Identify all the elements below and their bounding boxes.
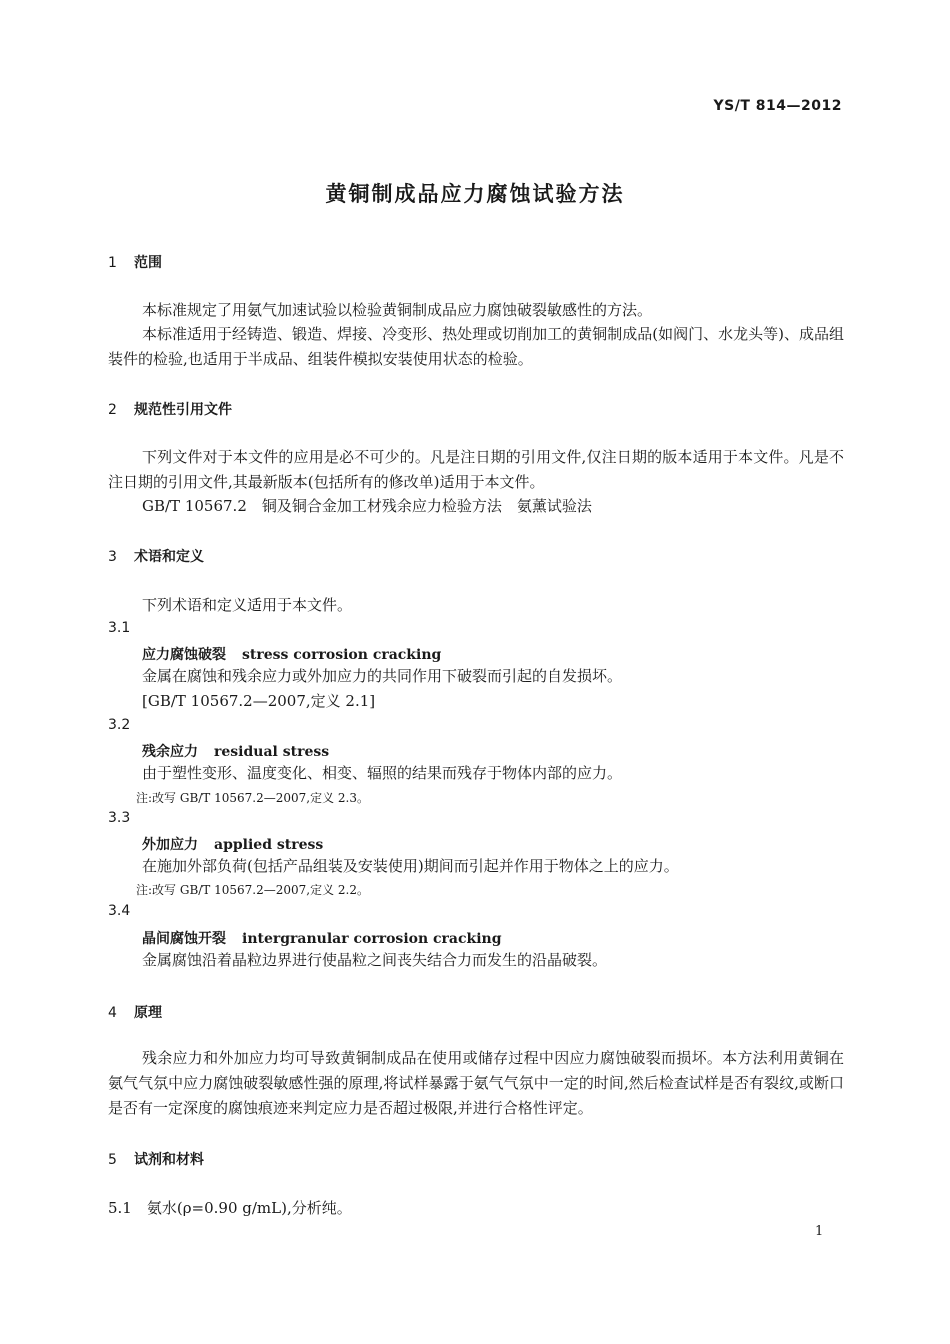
paragraph: 下列文件对于本文件的应用是必不可少的。凡是注日期的引用文件,仅注日期的版本适用于本文件。凡是不注日期的引用文件,其最新版本(包括所有的修改单)适用于本文件。 (108, 448, 844, 491)
paragraph: 下列术语和定义适用于本文件。 (142, 596, 353, 614)
section-number: 5 (108, 1152, 117, 1168)
section-5-heading (108, 1149, 204, 1169)
term-entry (142, 928, 502, 948)
paragraph: 本标准规定了用氨气加速试验以检验黄铜制成品应力腐蚀破裂敏感性的方法。 (142, 301, 653, 319)
section-title: 原理 (134, 1005, 162, 1021)
term-chinese: 外加应力 (142, 837, 198, 853)
document-title: 黄铜制成品应力腐蚀试验方法 (325, 182, 625, 206)
term-note: 注:改写 GB/T 10567.2—2007,定义 2.3。 (136, 791, 369, 805)
term-chinese: 应力腐蚀破裂 (142, 647, 226, 663)
section-1-heading (108, 252, 162, 272)
term-entry (142, 644, 441, 664)
section-number: 3 (108, 549, 117, 565)
term-english: intergranular corrosion cracking (242, 931, 502, 947)
term-definition: 金属腐蚀沿着晶粒边界进行使晶粒之间丧失结合力而发生的沿晶破裂。 (142, 951, 608, 969)
section-number: 2 (108, 402, 117, 418)
term-definition: 金属在腐蚀和残余应力或外加应力的共同作用下破裂而引起的自发损坏。 (142, 667, 623, 685)
term-definition: 由于塑性变形、温度变化、相变、辐照的结果而残存于物体内部的应力。 (142, 764, 623, 782)
section-3-heading (108, 546, 204, 566)
section-number: 1 (108, 255, 117, 271)
term-chinese: 晶间腐蚀开裂 (142, 931, 226, 947)
term-english: applied stress (214, 837, 324, 853)
page-number: 1 (815, 1224, 824, 1239)
term-number: 3.1 (108, 620, 131, 636)
term-entry (142, 834, 323, 854)
term-entry (142, 741, 329, 761)
term-chinese: 残余应力 (142, 744, 198, 760)
section-4-heading (108, 1002, 162, 1022)
section-title: 试剂和材料 (134, 1152, 204, 1168)
paragraph: 本标准适用于经铸造、锻造、焊接、冷变形、热处理或切削加工的黄铜制成品(如阀门、水龙头等)、成品组装件的检验,也适用于半成品、组装件模拟安装使用状态的检验。 (108, 325, 844, 368)
section-number: 4 (108, 1005, 117, 1021)
term-english: stress corrosion cracking (242, 647, 442, 663)
term-number: 3.4 (108, 903, 131, 919)
term-note: 注:改写 GB/T 10567.2—2007,定义 2.2。 (136, 883, 369, 897)
term-source: [GB/T 10567.2—2007,定义 2.1] (142, 692, 376, 710)
normative-reference: GB/T 10567.2 铜及铜合金加工材残余应力检验方法 氨薰试验法 (142, 497, 592, 515)
section-2-heading (108, 399, 232, 419)
reagent-item: 5.1 氨水(ρ=0.90 g/mL),分析纯。 (108, 1199, 352, 1217)
standard-code: YS/T 814—2012 (713, 98, 842, 114)
section-title: 术语和定义 (134, 549, 204, 565)
section-title: 规范性引用文件 (134, 402, 232, 418)
section-title: 范围 (134, 255, 162, 271)
term-definition: 在施加外部负荷(包括产品组装及安装使用)期间而引起并作用于物体之上的应力。 (142, 857, 679, 875)
term-english: residual stress (214, 744, 330, 760)
paragraph: 残余应力和外加应力均可导致黄铜制成品在使用或储存过程中因应力腐蚀破裂而损坏。本方法利用黄铜在氨气气氛中应力腐蚀破裂敏感性强的原理,将试样暴露于氨气气氛中一定的时间,然后检查试样是否有裂纹,或断口是否有一定深度的腐蚀痕迹来判定应力是否超过极限,并进行合格性评定。 (108, 1049, 844, 1117)
term-number: 3.2 (108, 717, 131, 733)
term-number: 3.3 (108, 810, 131, 826)
